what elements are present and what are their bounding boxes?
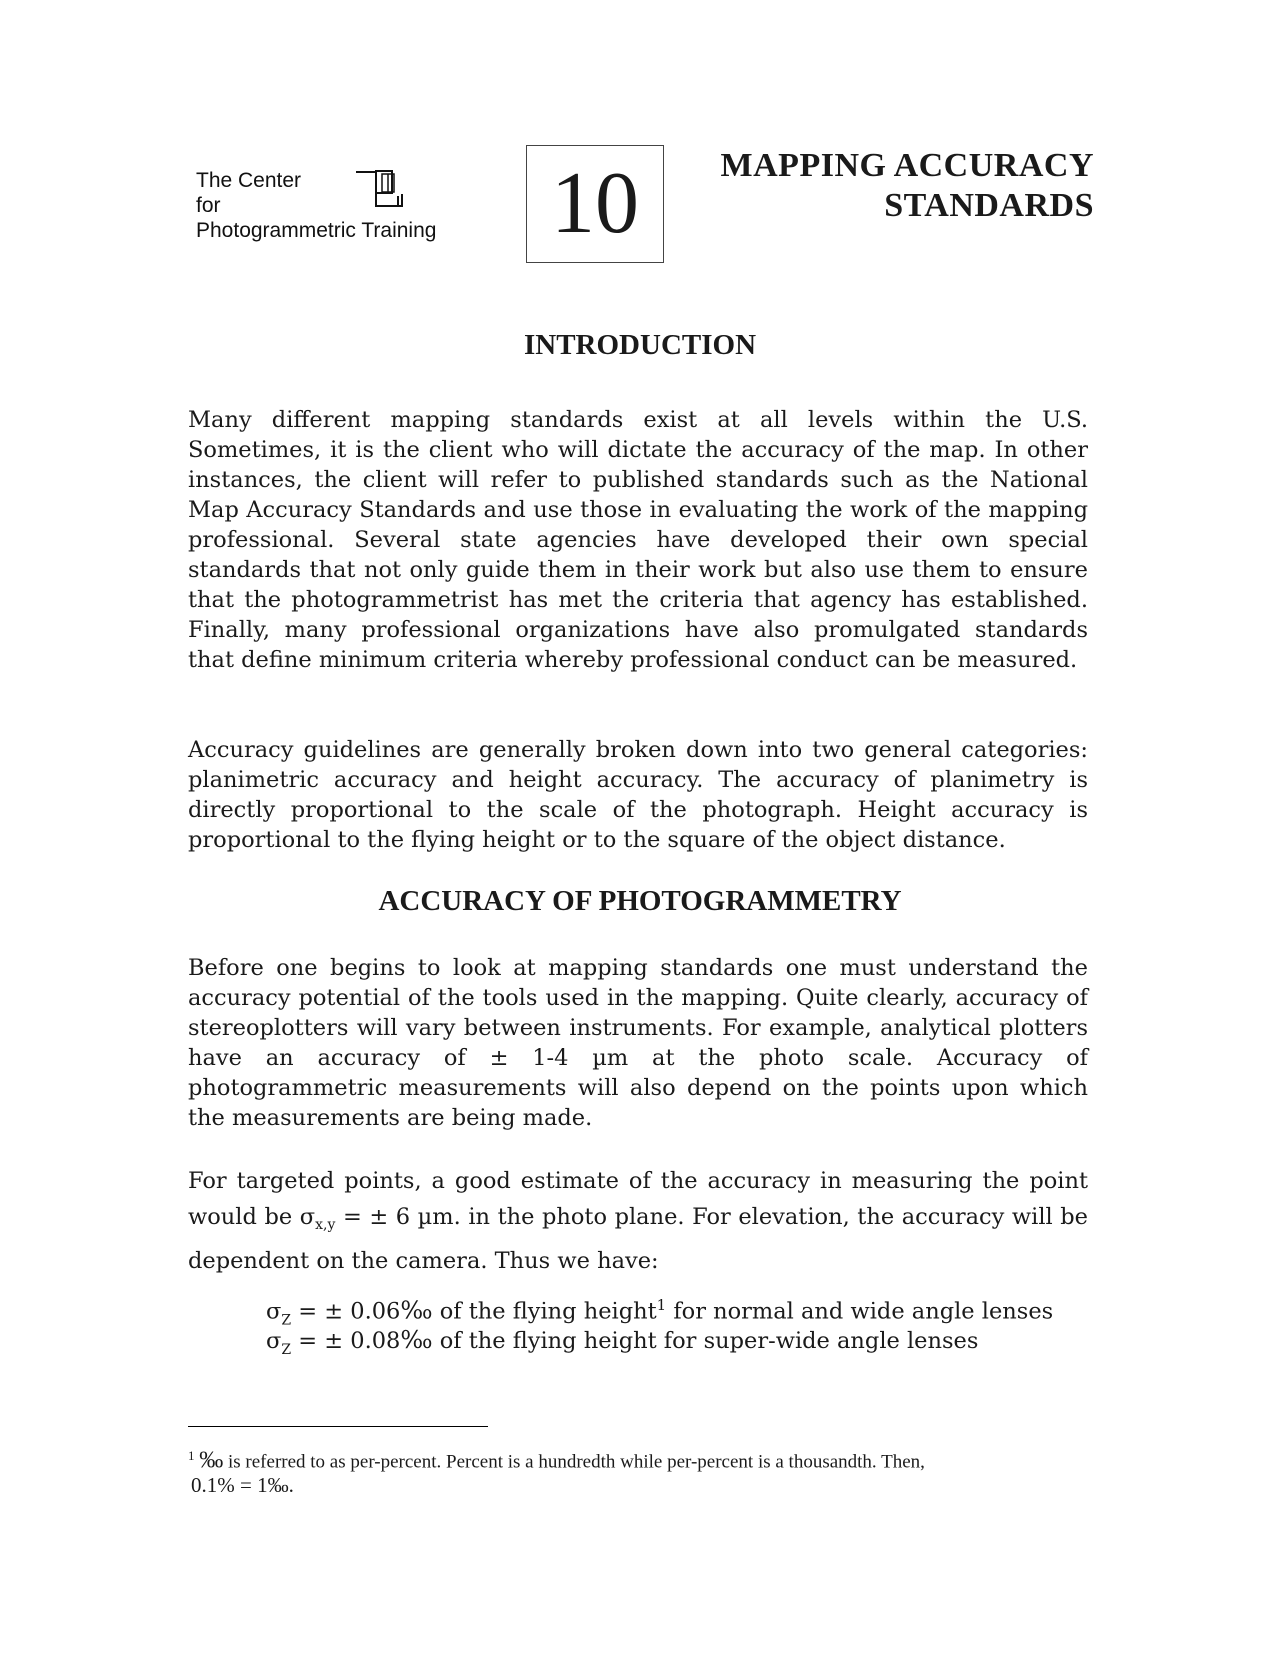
footnote-divider <box>188 1426 488 1427</box>
section-heading-introduction: INTRODUCTION <box>523 329 757 361</box>
equation-2-value: = ± 0.08 <box>291 1328 401 1354</box>
logo-text <box>196 168 456 243</box>
chapter-number-box: 10 <box>526 145 664 263</box>
equation-1-value: = ± 0.06 <box>291 1298 401 1325</box>
intro-paragraph-2 <box>188 735 1088 855</box>
footnote-expression: 0.1% = 1‰. <box>191 1473 294 1497</box>
equation-1-text-after: for normal and wide angle lenses <box>666 1298 1054 1325</box>
equation-1-subscript: Z <box>281 1312 292 1329</box>
chapter-title-line-1: MAPPING ACCURACY <box>720 147 1094 184</box>
equation-2-unit: ‰ <box>400 1326 433 1354</box>
intro-paragraph-2-text: Accuracy guidelines are generally broken down into two general categories: planimetric accuracy and height accuracy. The accuracy of planimetry is directly proportional to the scale of the photograph. Height accuracy is proportional to the flying height or to the square of the object distance. <box>188 737 1088 853</box>
accuracy-paragraph-2 <box>188 1163 1088 1279</box>
footnote-unit: ‰ <box>199 1447 224 1474</box>
footnote <box>188 1440 1068 1478</box>
footnote-reference: 1 <box>656 1296 667 1314</box>
logo-line-2: for <box>196 194 221 217</box>
equation-1-text: of the flying height <box>432 1298 657 1325</box>
footnote-marker: 1 <box>188 1448 195 1463</box>
accuracy-paragraph-2-part2: . in the photo plane. For elevation, the accuracy will be dependent on the camera. Thus we have: <box>188 1204 1088 1274</box>
equation-1-unit: ‰ <box>400 1296 433 1325</box>
equation-super-wide <box>266 1323 978 1368</box>
equation-1-symbol: σ <box>266 1298 282 1325</box>
accuracy-paragraph-2-part1: For targeted points, a good estimate of the accuracy in measuring the point would be <box>188 1168 1088 1230</box>
equation-2-subscript: Z <box>281 1342 292 1358</box>
cpt-logo-icon <box>356 168 412 212</box>
sigma-xy-subscript: x,y <box>315 1217 336 1233</box>
accuracy-paragraph-1 <box>188 953 1088 1133</box>
accuracy-paragraph-1-text: Before one begins to look at mapping standards one must understand the accuracy potential of the tools used in the mapping. Quite clearly, accuracy of stereoplotters will vary between instruments. For example, analytical plotters have an accuracy of ± 1-4 µm at the photo scale. Accuracy of photogrammetric measurements will also depend on the points upon which the measurements are being made. <box>188 955 1088 1131</box>
chapter-title-line-2: STANDARDS <box>884 187 1094 224</box>
sigma-xy-value: = ± 6 µm <box>335 1204 454 1230</box>
intro-paragraph-1-text: Many different mapping standards exist at all levels within the U.S. Sometimes, it is the client who will dictate the accuracy of the map. In other instances, the client will refer to published standards such as the National Map Accuracy Standards and use those in evaluating the work of the mapping professional. Several state agencies have developed their own special standards that not only guide them in their work but also use them to ensure that the photogrammetrist has met the criteria that agency has established. Finally, many professional organizations have also promulgated standards that define minimum criteria whereby professional conduct can be measured. <box>188 407 1088 673</box>
logo <box>196 168 456 248</box>
equation-2-symbol: σ <box>266 1328 282 1354</box>
section-heading-accuracy: ACCURACY OF PHOTOGRAMMETRY <box>378 885 902 917</box>
intro-paragraph-1 <box>188 405 1088 675</box>
logo-line-3: Photogrammetric Training <box>196 219 437 242</box>
equation-2-text: of the flying height for super-wide angle lenses <box>432 1328 979 1354</box>
sigma-xy-symbol: σ <box>299 1204 316 1230</box>
chapter-title <box>721 146 1094 226</box>
logo-line-1: The Center <box>196 169 302 192</box>
footnote-text: is referred to as per-percent. Percent is a hundredth while per-percent is a thousandth. Then, <box>223 1451 925 1473</box>
